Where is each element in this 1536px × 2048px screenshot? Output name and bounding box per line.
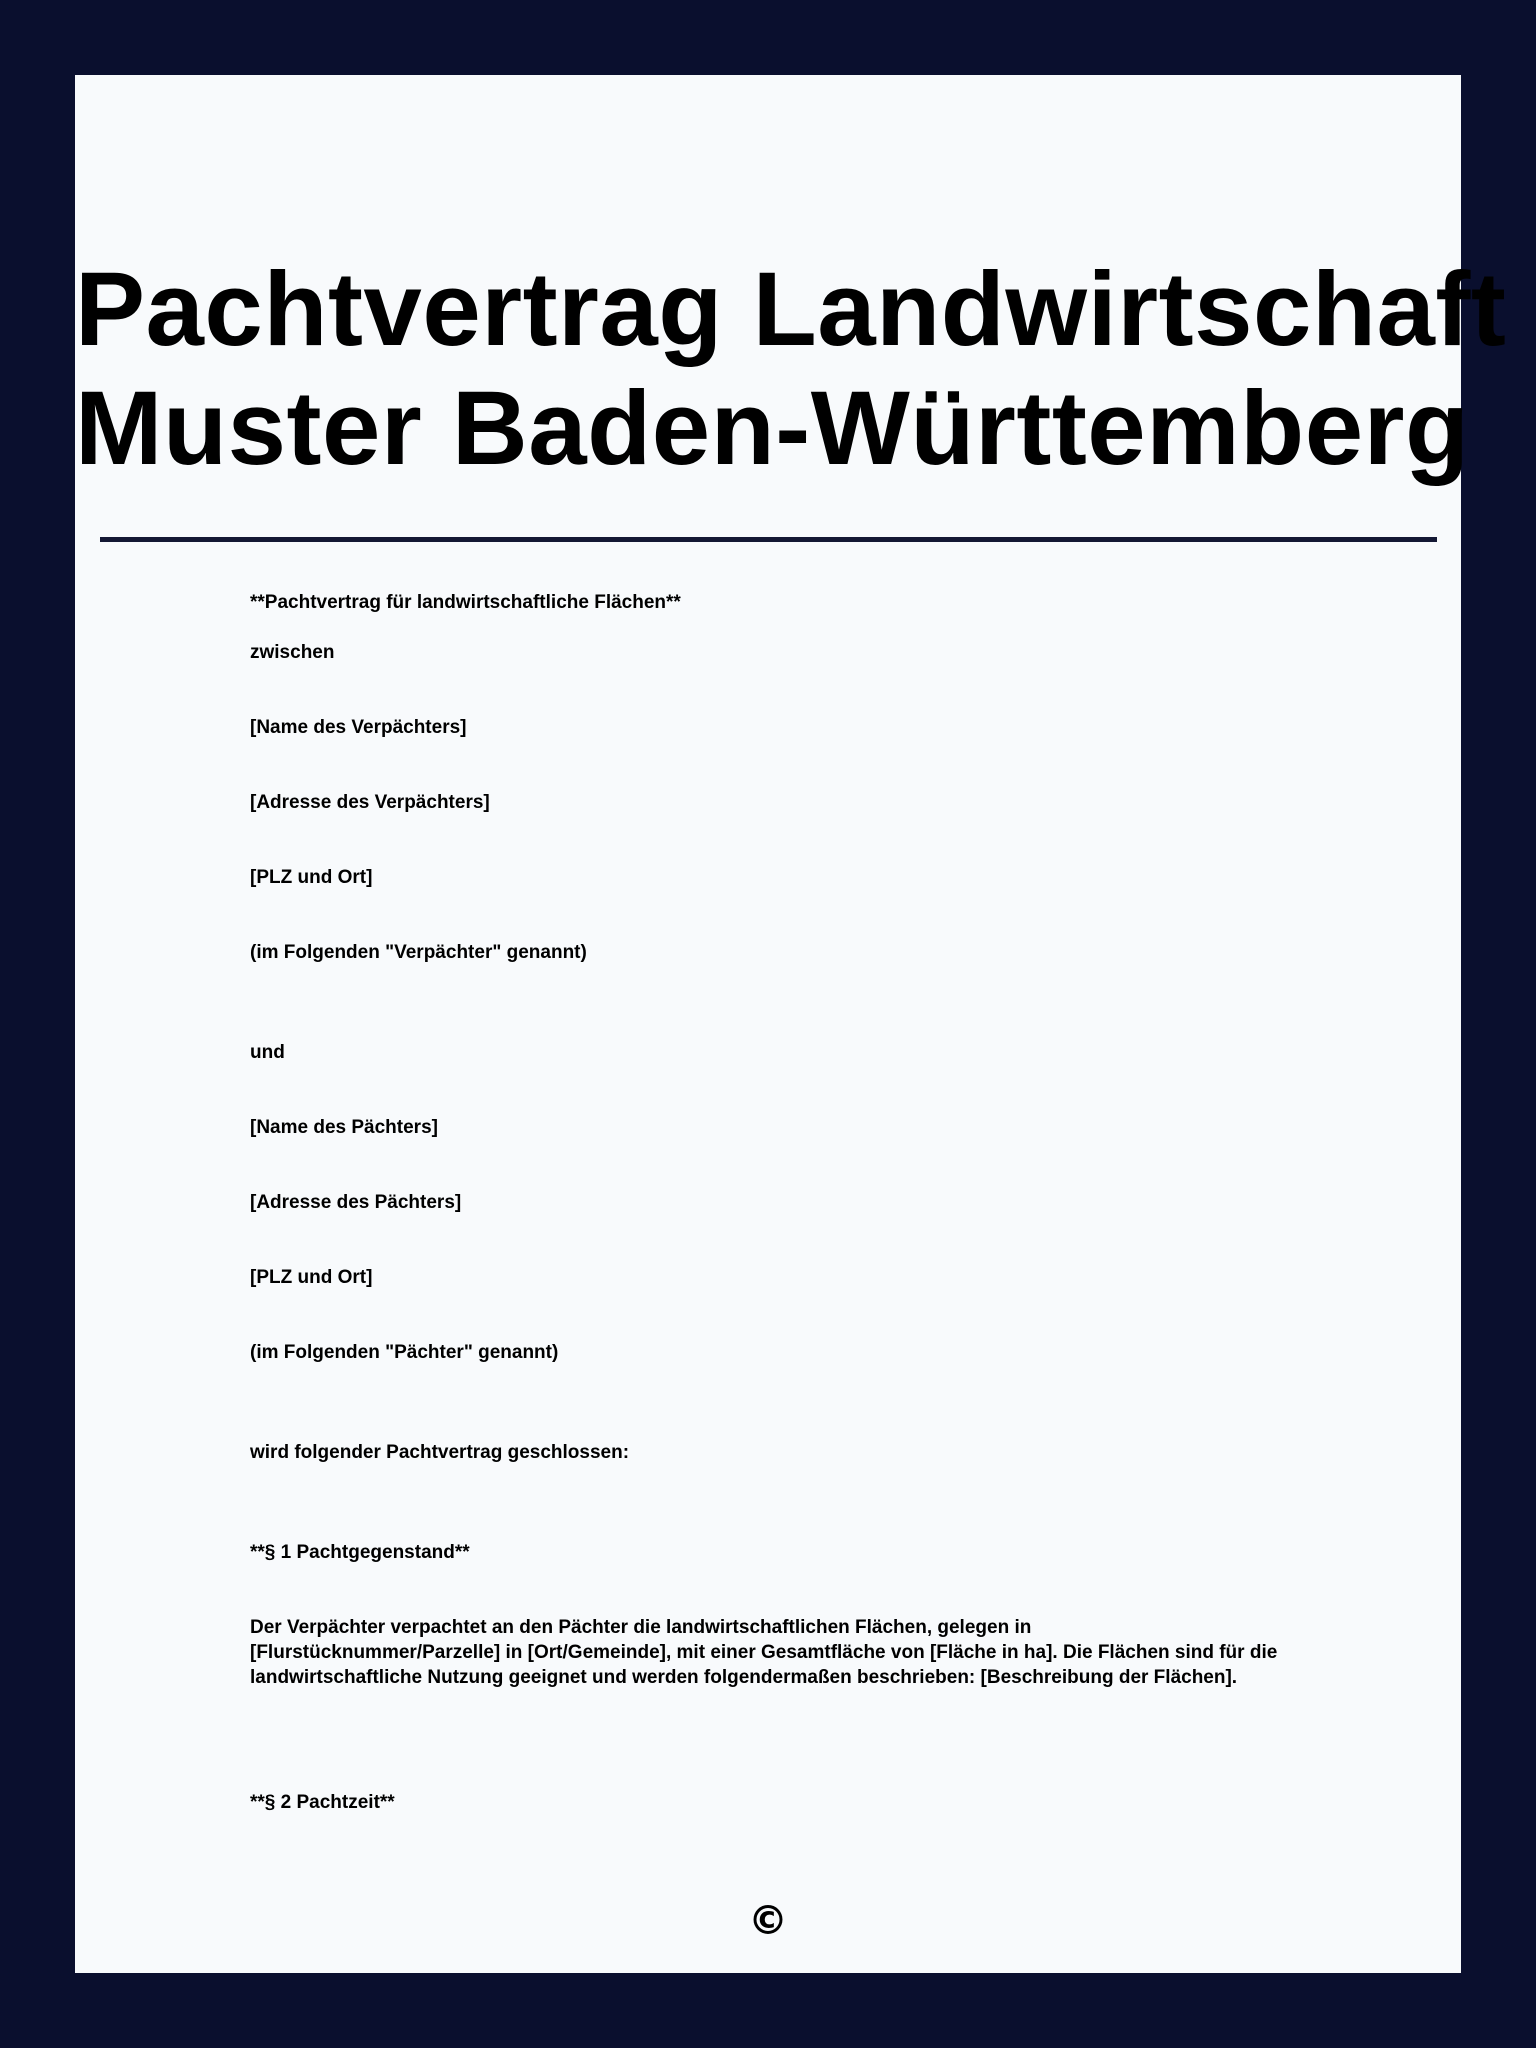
document-page — [75, 75, 1507, 1973]
contract-heading: **Pachtvertrag für landwirtschaftliche Flächen** — [250, 592, 681, 613]
lessee-name: [Name des Pächters] — [250, 1117, 438, 1138]
document-title-line-1: Pachtvertrag Landwirtschaft — [75, 251, 1507, 368]
lessee-designation: (im Folgenden "Pächter" genannt) — [250, 1342, 559, 1363]
between-label: zwischen — [250, 642, 335, 663]
lessee-address: [Adresse des Pächters] — [250, 1192, 462, 1213]
lessee-postcode-city: [PLZ und Ort] — [250, 1267, 373, 1288]
and-label: und — [250, 1042, 285, 1063]
section-1-text: Der Verpächter verpachtet an den Pächter die landwirtschaftlichen Flächen, gelegen in [Flurstücknummer/Parzelle] in [Ort/Gemeinde], mit einer Gesamtfläche von [Fläche in ha]. Die Flächen sind für die landwirtschaftliche Nutzung geeignet und werden folgendermaßen beschrieben: [Beschreibung der Flächen]. — [250, 1617, 1278, 1688]
title-divider — [100, 537, 1437, 542]
document-title-line-2: Muster Baden-Württemberg — [75, 370, 1470, 487]
copyright-icon: © — [748, 1898, 788, 1944]
contract-intro: wird folgender Pachtvertrag geschlossen: — [250, 1442, 630, 1463]
lessor-address: [Adresse des Verpächters] — [250, 792, 490, 813]
lessor-designation: (im Folgenden "Verpächter" genannt) — [250, 942, 587, 963]
document-title — [75, 250, 1507, 488]
section-2-heading: **§ 2 Pachtzeit** — [250, 1792, 395, 1813]
section-1-heading: **§ 1 Pachtgegenstand** — [250, 1542, 470, 1563]
lessor-postcode-city: [PLZ und Ort] — [250, 867, 373, 888]
lessor-name: [Name des Verpächters] — [250, 717, 467, 738]
